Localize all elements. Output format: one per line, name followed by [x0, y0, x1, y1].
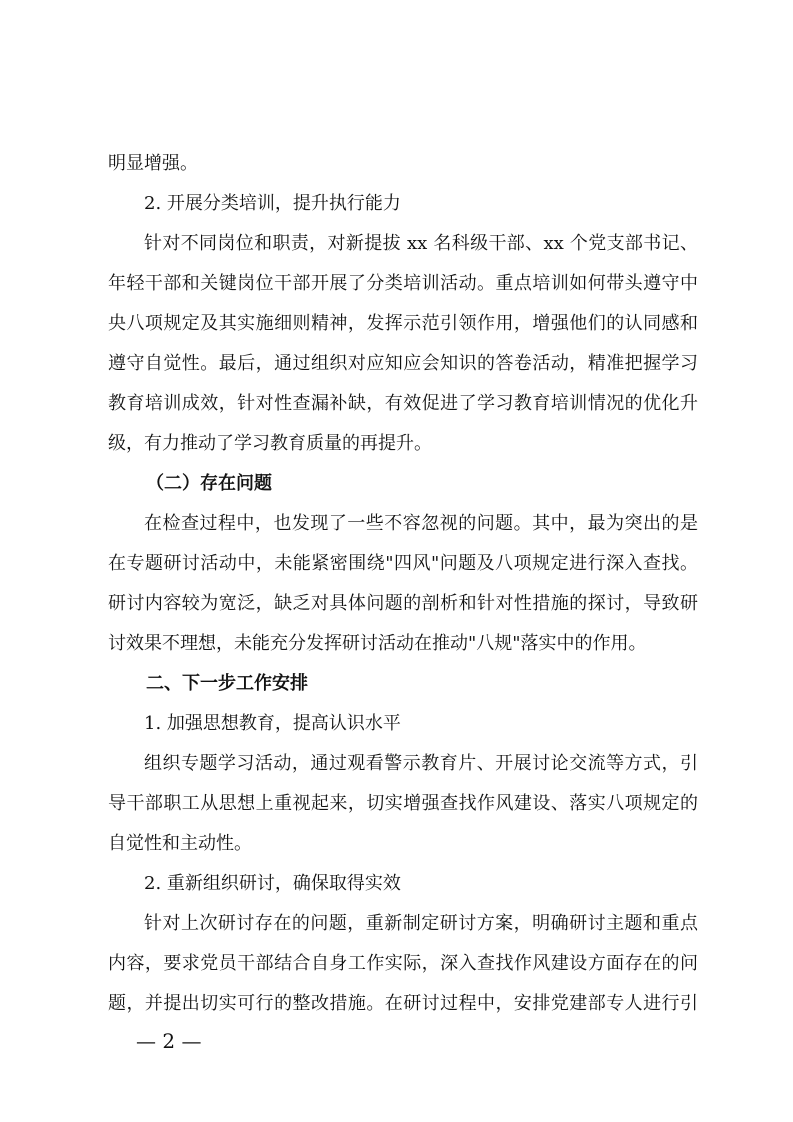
paragraph-line: 教育培训成效，针对性查漏补缺，有效促进了学习教育培训情况的优化升 [108, 393, 698, 414]
paragraph-line: 自觉性和主动性。 [108, 833, 252, 854]
paragraph-line: 针对上次研讨存在的问题，重新制定研讨方案，明确研讨主题和重点 [144, 913, 698, 934]
subsection-heading: 2. 开展分类培训，提升执行能力 [144, 193, 401, 214]
paragraph-line: 明显增强。 [108, 153, 198, 174]
paragraph-line: 央八项规定及其实施细则精神，发挥示范引领作用，增强他们的认同感和 [108, 313, 698, 334]
subsection-heading: 1. 加强思想教育，提高认识水平 [144, 713, 401, 734]
paragraph-line: 年轻干部和关键岗位干部开展了分类培训活动。重点培训如何带头遵守中 [108, 273, 698, 294]
paragraph-line: 级，有力推动了学习教育质量的再提升。 [108, 433, 432, 454]
paragraph-line: 讨效果不理想，未能充分发挥研讨活动在推动"八规"落实中的作用。 [108, 633, 647, 654]
paragraph-line: 内容，要求党员干部结合自身工作实际，深入查找作风建设方面存在的问 [108, 953, 698, 974]
paragraph-line: 遵守自觉性。最后，通过组织对应知应会知识的答卷活动，精准把握学习 [108, 353, 698, 374]
paragraph-line: 针对不同岗位和职责，对新提拔 xx 名科级干部、xx 个党支部书记、 [144, 233, 698, 254]
paragraph-line: 组织专题学习活动，通过观看警示教育片、开展讨论交流等方式，引 [144, 753, 698, 774]
paragraph-line: 在专题研讨活动中，未能紧密围绕"四风"问题及八项规定进行深入查找。 [108, 553, 698, 574]
section-heading-next-steps: 二、下一步工作安排 [146, 673, 308, 694]
paragraph-line: 研讨内容较为宽泛，缺乏对具体问题的剖析和针对性措施的探讨，导致研 [108, 593, 698, 614]
section-heading-issues: （二）存在问题 [146, 473, 272, 494]
subsection-heading: 2. 重新组织研讨，确保取得实效 [144, 873, 401, 894]
page-number: — 2 — [136, 1029, 202, 1053]
paragraph-line: 导干部职工从思想上重视起来，切实增强查找作风建设、落实八项规定的 [108, 793, 698, 814]
paragraph-line: 在检查过程中，也发现了一些不容忽视的问题。其中，最为突出的是 [144, 513, 698, 534]
paragraph-line: 题，并提出切实可行的整改措施。在研讨过程中，安排党建部专人进行引 [108, 993, 698, 1014]
